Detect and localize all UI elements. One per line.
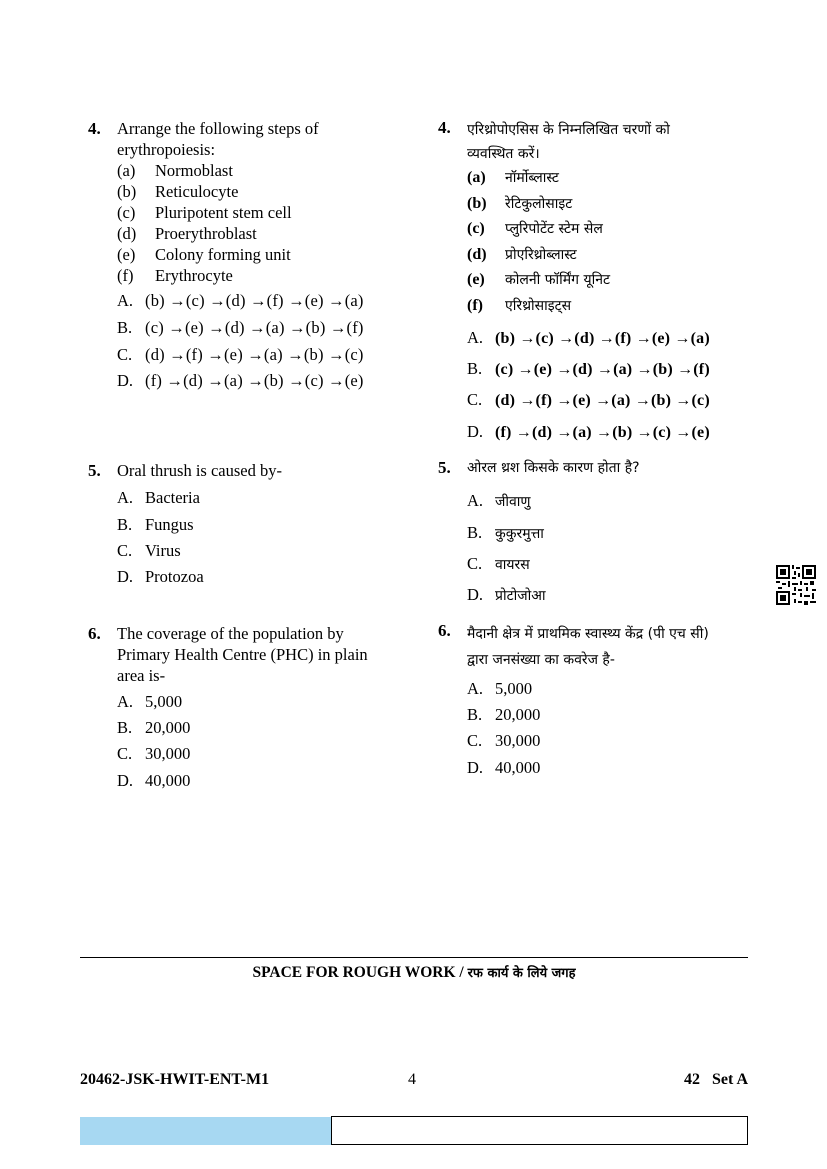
question-5-hindi (438, 458, 758, 608)
question-stem: ओरल थ्रश किसके कारण होता है? (467, 460, 640, 476)
question-6-hindi (438, 621, 768, 781)
list-item: (d) प्रोएरिथ्रोब्लास्ट (467, 246, 577, 263)
rough-work-label: SPACE FOR ROUGH WORK / रफ कार्य के लिये जगह (252, 964, 576, 981)
question-5-english (88, 460, 408, 590)
option-b[interactable]: B. Fungus (117, 515, 194, 534)
list-item: (c) Pluripotent stem cell (117, 203, 292, 222)
option-a[interactable]: A. Bacteria (117, 488, 200, 507)
question-number: 4. (438, 118, 451, 137)
option-b[interactable]: B. कुकुरमुत्ता (467, 523, 544, 542)
question-stem: Oral thrush is caused by- (117, 461, 282, 480)
option-d[interactable]: D. 40,000 (117, 771, 191, 790)
question-number: 5. (88, 461, 101, 480)
option-a[interactable]: A. 5,000 (467, 679, 533, 698)
list-item: (d) Proerythroblast (117, 224, 257, 243)
question-4-hindi (438, 118, 758, 448)
footer-color-bar (80, 1117, 331, 1145)
question-number: 6. (88, 624, 101, 643)
question-stem: Arrange the following steps of erythropoiesis: (117, 119, 319, 159)
option-a[interactable]: A. (b) →(c) →(d) →(f) →(e) →(a) (117, 291, 364, 310)
question-6-english (88, 623, 408, 798)
option-b[interactable]: B. (c) →(e) →(d) →(a) →(b) →(f) (117, 318, 364, 337)
option-a[interactable]: A. जीवाणु (467, 491, 531, 510)
option-d[interactable]: D. Protozoa (117, 567, 204, 586)
rough-work-divider (80, 957, 748, 958)
question-number: 4. (88, 119, 101, 138)
option-d[interactable]: D. (f) →(d) →(a) →(b) →(c) →(e) (467, 422, 710, 441)
option-b[interactable]: B. 20,000 (467, 705, 541, 724)
list-item: (c) प्लुरिपोटेंट स्टेम सेल (467, 220, 603, 237)
option-c[interactable]: C. (d) →(f) →(e) →(a) →(b) →(c) (467, 390, 710, 409)
list-item: (a) Normoblast (117, 161, 233, 180)
option-d[interactable]: D. 40,000 (467, 758, 541, 777)
list-item: (b) रेटिकुलोसाइट (467, 195, 573, 212)
option-c[interactable]: C. 30,000 (117, 744, 191, 763)
option-c[interactable]: C. Virus (117, 541, 181, 560)
option-d[interactable]: D. (f) →(d) →(a) →(b) →(c) →(e) (117, 371, 364, 390)
question-stem: मैदानी क्षेत्र में प्राथमिक स्वास्थ्य केंद्र (पी एच सी) द्वारा जनसंख्या का कवरेज है- (467, 626, 709, 668)
set-label: 42 Set A (684, 1071, 748, 1088)
page-number: 4 (408, 1071, 416, 1088)
question-4-english (88, 118, 408, 398)
question-stem: एरिथ्रोपोएसिस के निम्नलिखित चरणों को व्यवस्थित करें। (467, 122, 670, 162)
question-stem: The coverage of the population by Primary Health Centre (PHC) in plain area is- (117, 624, 368, 685)
list-item: (b) Reticulocyte (117, 182, 239, 201)
qr-code-icon (776, 565, 816, 605)
option-c[interactable]: C. 30,000 (467, 731, 541, 750)
option-c[interactable]: C. (d) →(f) →(e) →(a) →(b) →(c) (117, 345, 364, 364)
option-a[interactable]: A. 5,000 (117, 692, 183, 711)
question-number: 6. (438, 621, 451, 640)
option-b[interactable]: B. 20,000 (117, 718, 191, 737)
question-number: 5. (438, 458, 451, 477)
list-item: (e) कोलनी फॉर्मिंग यूनिट (467, 271, 611, 288)
option-a[interactable]: A. (b) →(c) →(d) →(f) →(e) →(a) (467, 328, 710, 347)
option-c[interactable]: C. वायरस (467, 554, 530, 573)
list-item: (f) Erythrocyte (117, 266, 233, 285)
paper-code: 20462-JSK-HWIT-ENT-M1 (80, 1071, 270, 1088)
option-d[interactable]: D. प्रोटोजोआ (467, 585, 546, 604)
footer-box (331, 1116, 748, 1145)
list-item: (f) एरिथ्रोसाइट्स (467, 297, 572, 314)
list-item: (a) नॉर्मोब्लास्ट (467, 169, 559, 186)
option-b[interactable]: B. (c) →(e) →(d) →(a) →(b) →(f) (467, 359, 710, 378)
list-item: (e) Colony forming unit (117, 245, 291, 264)
